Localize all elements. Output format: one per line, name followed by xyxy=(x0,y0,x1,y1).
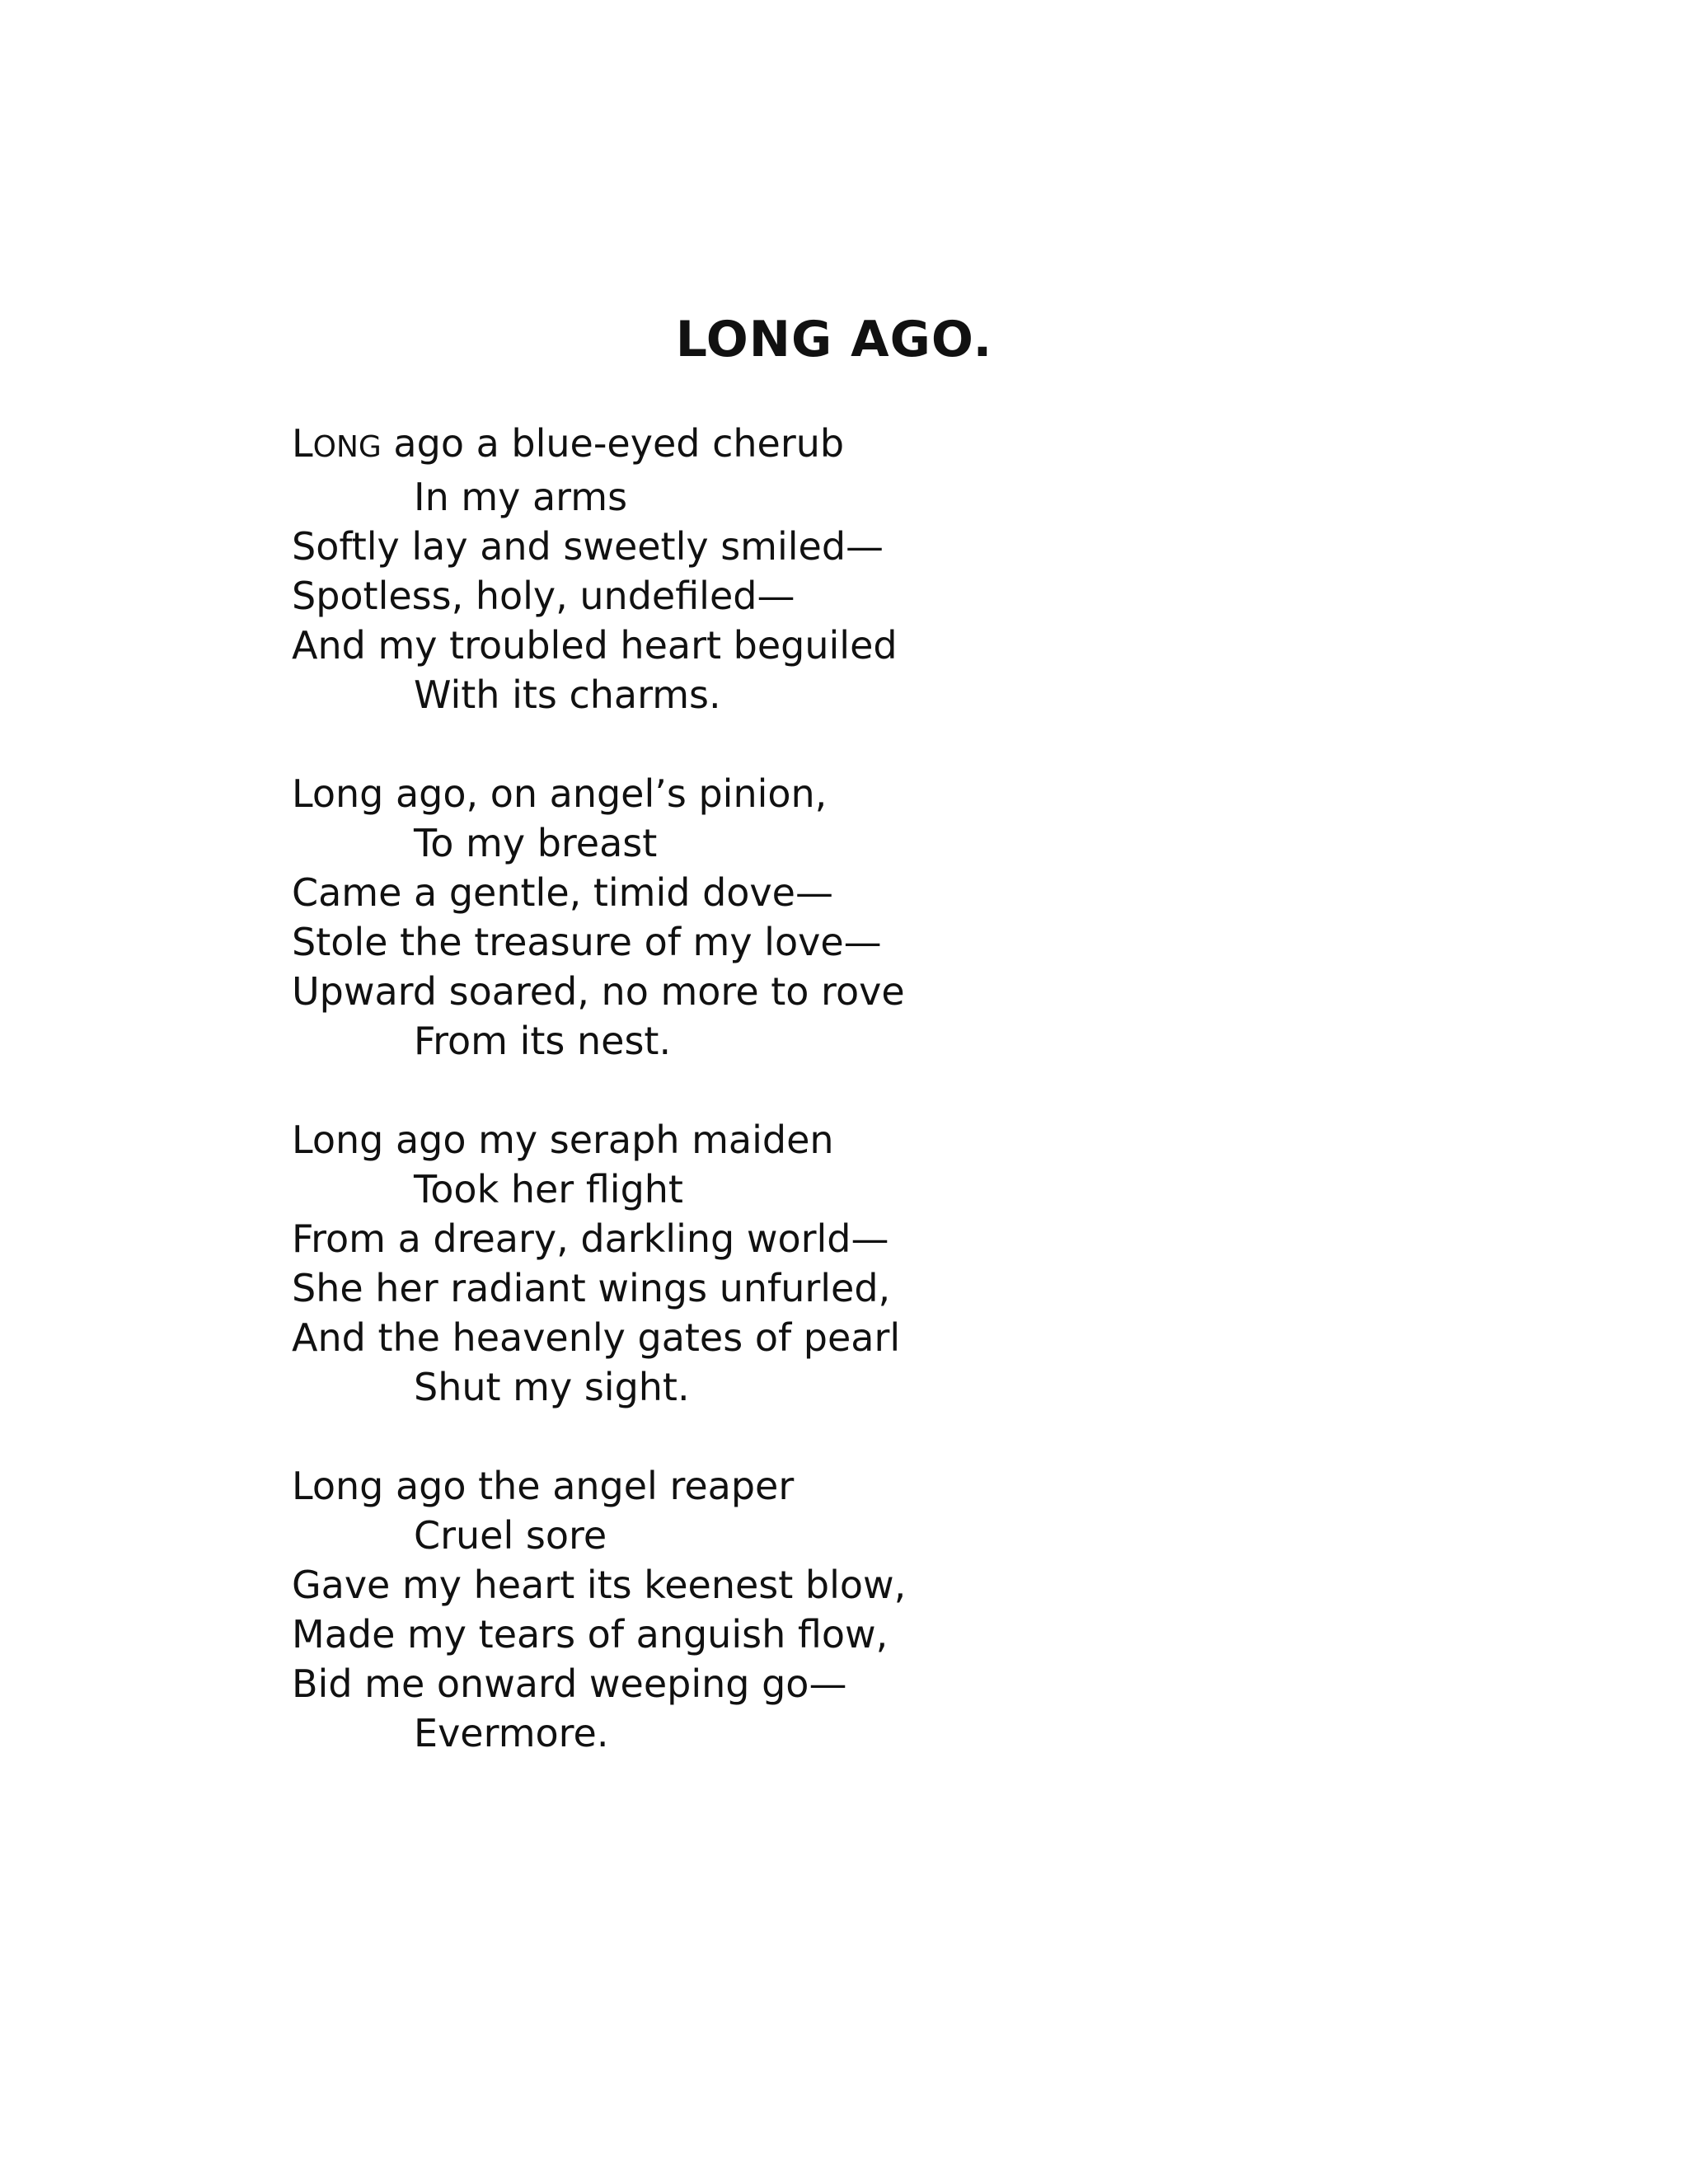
poem-title: LONG AGO. xyxy=(675,311,993,368)
poem-line: Cruel sore xyxy=(414,1513,607,1558)
poem-line: Long ago the angel reaper xyxy=(292,1464,795,1508)
poem-line: She her radiant wings unfurled, xyxy=(292,1266,891,1310)
stanza-2 xyxy=(292,769,1528,1066)
poem-line: Came a gentle, timid dove— xyxy=(292,870,833,915)
stanza-1 xyxy=(292,419,1528,719)
poem-line: Spotless, holy, undefiled— xyxy=(292,574,795,618)
poem-line: Softly lay and sweetly smiled— xyxy=(292,524,884,569)
drop-cap: L xyxy=(292,421,313,466)
poem-line: In my arms xyxy=(414,475,628,519)
poem-line: Gave my heart its keenest blow, xyxy=(292,1563,907,1607)
poem-line: From its nest. xyxy=(414,1019,672,1063)
poem-line: Made my tears of anguish flow, xyxy=(292,1612,889,1657)
poem-line: Stole the treasure of my love— xyxy=(292,920,882,964)
poem-line: And my troubled heart beguiled xyxy=(292,623,898,668)
poem-line: Long ago my seraph maiden xyxy=(292,1118,834,1162)
poem-line xyxy=(292,419,1528,472)
poem-line: To my breast xyxy=(414,821,658,865)
poem-line: Upward soared, no more to rove xyxy=(292,969,905,1014)
poem-line: Bid me onward weeping go— xyxy=(292,1661,847,1706)
small-caps: ONG xyxy=(312,430,382,464)
stanza-3 xyxy=(292,1115,1528,1412)
poem-line: Shut my sight. xyxy=(414,1365,690,1409)
poem-line: Took her flight xyxy=(414,1167,683,1212)
poem-line: Evermore. xyxy=(414,1711,609,1755)
poem-body xyxy=(292,419,1528,1807)
poem-line: With its charms. xyxy=(414,673,721,717)
poem-line: And the heavenly gates of pearl xyxy=(292,1315,901,1360)
poem-line: From a dreary, darkling world— xyxy=(292,1216,889,1261)
stanza-4 xyxy=(292,1461,1528,1758)
line-rest: ago a blue-eyed cherub xyxy=(381,421,845,466)
poem-line: Long ago, on angel’s pinion, xyxy=(292,771,828,816)
